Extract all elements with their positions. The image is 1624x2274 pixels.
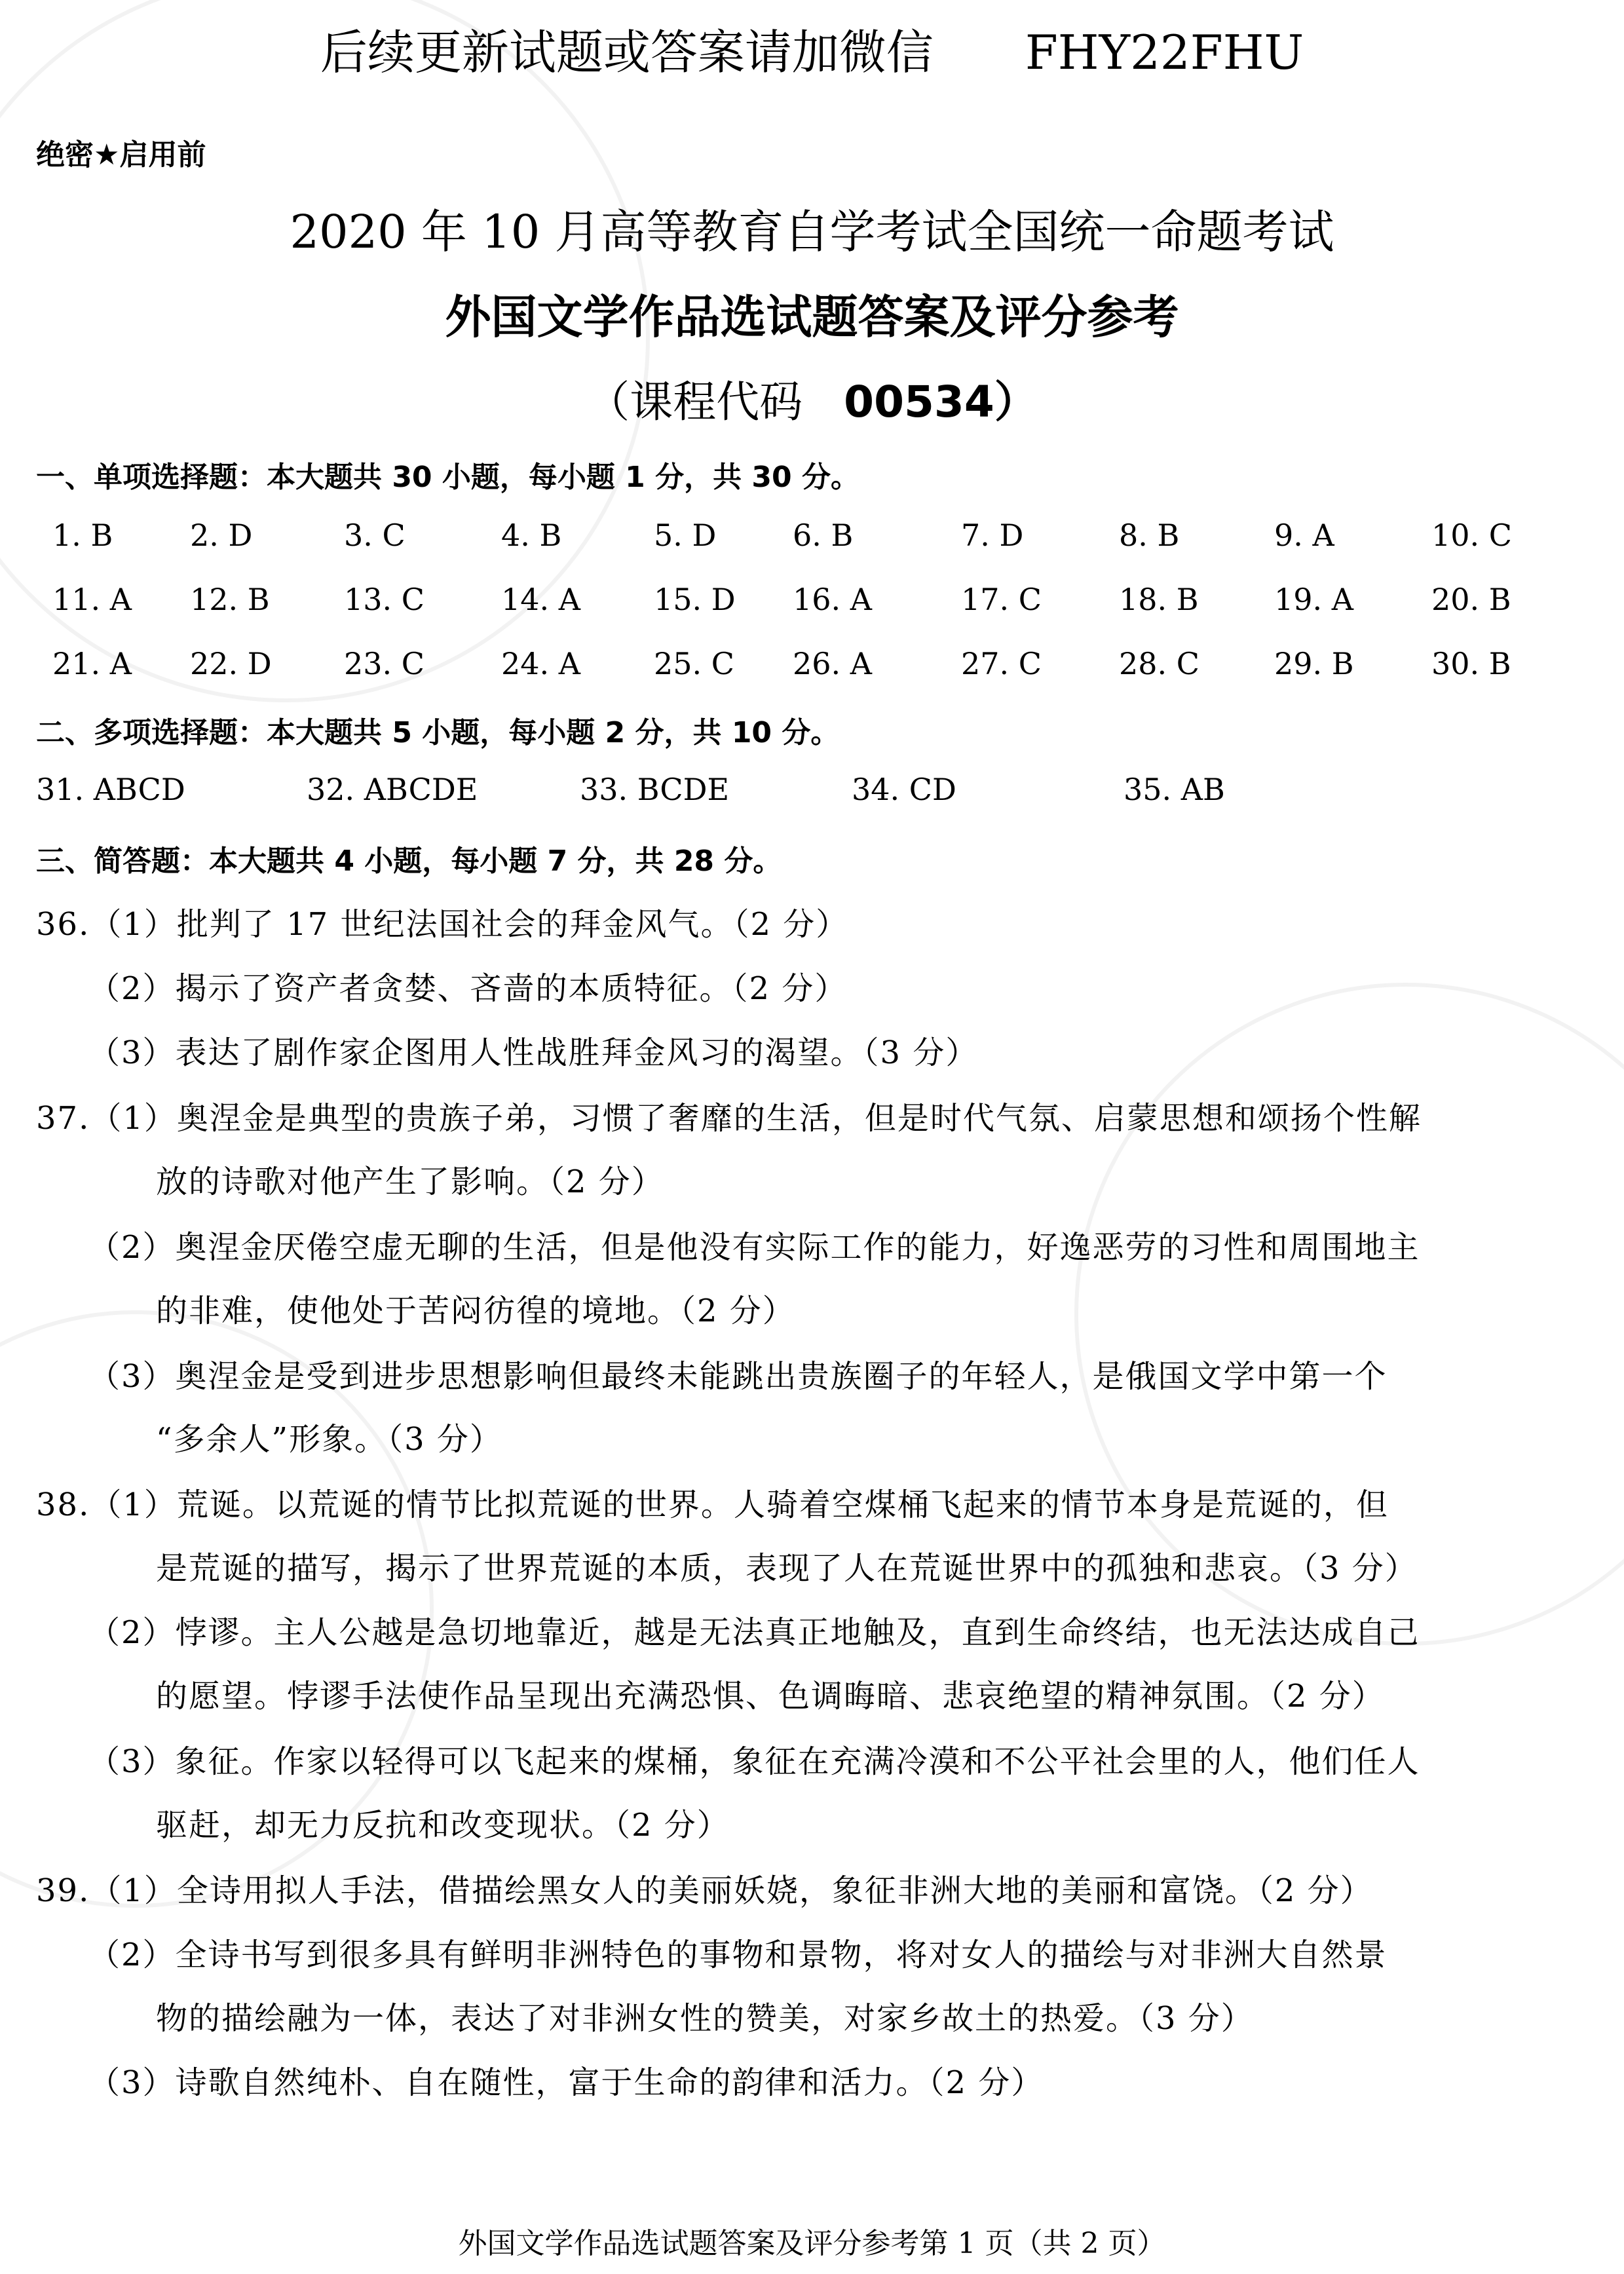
answer-item: 24. A — [501, 646, 580, 681]
answer-item: 20. B — [1431, 582, 1511, 617]
section3-heading: 三、简答题：本大题共 4 小题，每小题 7 分，共 28 分。 — [36, 844, 782, 878]
answer-item: 6. B — [793, 518, 854, 553]
exam-title: 2020 年 10 月高等教育自学考试全国统一命题考试 — [290, 205, 1334, 259]
answer-line: 驱赶，却无力反抗和改变现状。（2 分） — [156, 1807, 730, 1844]
document-title: 外国文学作品选试题答案及评分参考 — [445, 290, 1179, 344]
answer-item: 13. C — [344, 582, 425, 617]
answer-item: 5. D — [654, 518, 717, 553]
answer-line: （3）象征。作家以轻得可以飞起来的煤桶，象征在充满冷漠和不公平社会里的人，他们任人 — [88, 1743, 1420, 1780]
answer-item: 33. BCDE — [580, 772, 730, 807]
answer-item: 22. D — [190, 646, 272, 681]
answer-line: （3）表达了剧作家企图用人性战胜拜金风习的渴望。（3 分） — [88, 1034, 979, 1071]
answer-item: 1. B — [52, 518, 113, 553]
answer-item: 26. A — [793, 646, 872, 681]
answer-item: 4. B — [501, 518, 562, 553]
answer-item: 17. C — [961, 582, 1042, 617]
answer-item: 30. B — [1431, 646, 1511, 681]
answer-item: 21. A — [52, 646, 132, 681]
answer-item: 8. B — [1119, 518, 1180, 553]
answer-item: 10. C — [1431, 518, 1512, 553]
banner-wechat-id: FHY22FHU — [1025, 25, 1304, 80]
answer-line: 的非难，使他处于苦闷彷徨的境地。（2 分） — [156, 1293, 795, 1329]
answer-line: 是荒诞的描写，揭示了世界荒诞的本质，表现了人在荒诞世界中的孤独和悲哀。（3 分） — [156, 1550, 1418, 1587]
answer-line: （2）全诗书写到很多具有鲜明非洲特色的事物和景物，将对女人的描绘与对非洲大自然景 — [88, 1937, 1388, 1973]
course-code — [0, 367, 1624, 429]
answer-item: 16. A — [793, 582, 872, 617]
answer-item: 29. B — [1274, 646, 1354, 681]
answer-item: 7. D — [961, 518, 1024, 553]
answer-item: 9. A — [1274, 518, 1334, 553]
answer-item: 12. B — [190, 582, 270, 617]
answer-line: 的愿望。悖谬手法使作品呈现出充满恐惧、色调晦暗、悲哀绝望的精神氛围。（2 分） — [156, 1678, 1385, 1715]
answer-item: 27. C — [961, 646, 1042, 681]
answer-line: （2）揭示了资产者贪婪、吝啬的本质特征。（2 分） — [88, 970, 848, 1007]
secret-label: 绝密★启用前 — [36, 138, 206, 172]
section1-heading: 一、单项选择题：本大题共 30 小题，每小题 1 分，共 30 分。 — [36, 461, 859, 494]
answer-line: 36.（1）批判了 17 世纪法国社会的拜金风气。（2 分） — [36, 906, 849, 943]
answer-item: 11. A — [52, 582, 132, 617]
answer-item: 25. C — [654, 646, 734, 681]
course-code-number: 00534） — [844, 377, 1038, 427]
answer-item: 34. CD — [852, 772, 956, 807]
answer-line: 38.（1）荒诞。以荒诞的情节比拟荒诞的世界。人骑着空煤桶飞起来的情节本身是荒诞的，但 — [36, 1487, 1389, 1523]
answer-item: 32. ABCDE — [307, 772, 478, 807]
answer-item: 35. AB — [1124, 772, 1225, 807]
answer-line: （3）奥涅金是受到进步思想影响但最终未能跳出贵族圈子的年轻人，是俄国文学中第一个 — [88, 1358, 1388, 1395]
answer-line: （3）诗歌自然纯朴、自在随性，富于生命的韵律和活力。（2 分） — [88, 2064, 1044, 2101]
section2-heading: 二、多项选择题：本大题共 5 小题，每小题 2 分，共 10 分。 — [36, 716, 840, 749]
answer-item: 28. C — [1119, 646, 1199, 681]
answer-item: 2. D — [190, 518, 253, 553]
course-code-label: （课程代码 — [586, 377, 803, 427]
answer-line: 物的描绘融为一体，表达了对非洲女性的赞美，对家乡故土的热爱。（3 分） — [156, 2000, 1254, 2037]
answer-line: （2）悖谬。主人公越是急切地靠近，越是无法真正地触及，直到生命终结，也无法达成自己 — [88, 1614, 1420, 1651]
answer-line: 39.（1）全诗用拟人手法，借描绘黑女人的美丽妖娆，象征非洲大地的美丽和富饶。（2 分） — [36, 1872, 1373, 1909]
answer-line: 37.（1）奥涅金是典型的贵族子弟，习惯了奢靡的生活，但是时代气氛、启蒙思想和颂扬个性解 — [36, 1100, 1422, 1137]
answer-item: 18. B — [1119, 582, 1199, 617]
answer-line: 放的诗歌对他产生了影响。（2 分） — [156, 1164, 664, 1200]
top-banner — [0, 14, 1624, 83]
answer-line: （2）奥涅金厌倦空虚无聊的生活，但是他没有实际工作的能力，好逸恶劳的习性和周围地主 — [88, 1229, 1420, 1266]
answer-item: 19. A — [1274, 582, 1353, 617]
answer-line: “多余人”形象。（3 分） — [156, 1421, 502, 1458]
answer-item: 15. D — [654, 582, 736, 617]
answer-item: 14. A — [501, 582, 580, 617]
answer-item: 23. C — [344, 646, 425, 681]
answer-item: 31. ABCD — [36, 772, 185, 807]
banner-text: 后续更新试题或答案请加微信 — [320, 25, 934, 80]
page-footer: 外国文学作品选试题答案及评分参考第 1 页（共 2 页） — [458, 2227, 1166, 2260]
answer-item: 3. C — [344, 518, 406, 553]
